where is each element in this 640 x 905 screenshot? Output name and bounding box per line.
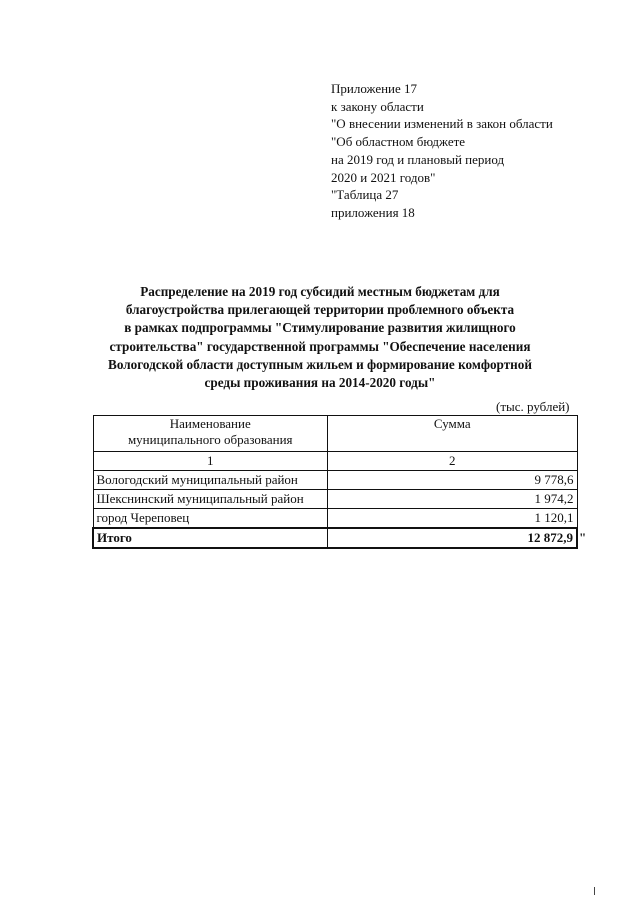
appendix-line: приложения 18 — [331, 204, 415, 220]
appendix-line: на 2019 год и плановый период — [331, 151, 505, 167]
table-header-row — [93, 416, 577, 452]
appendix-line: "О внесении изменений в закон области — [331, 116, 553, 132]
document-title — [40, 283, 600, 392]
scan-edge-mark — [594, 887, 595, 895]
title-line: Вологодской области доступным жильем и формирование комфортной — [108, 356, 532, 372]
subsidy-sum: 9 778,6 — [328, 471, 578, 490]
total-label: Итого — [93, 528, 328, 548]
closing-quote: " — [579, 530, 587, 545]
subsidy-table — [92, 415, 578, 549]
appendix-line: Приложение 17 — [331, 81, 418, 96]
appendix-line: "Об областном бюджете — [331, 134, 466, 150]
total-row — [93, 528, 577, 548]
title-line: среды проживания на 2014-2020 годы" — [204, 375, 436, 391]
appendix-header — [331, 80, 631, 222]
header-name-cell — [93, 416, 328, 452]
municipality-name: Шекснинский муниципальный район — [93, 490, 328, 509]
appendix-line: "Таблица 27 — [331, 187, 399, 203]
title-line: в рамках подпрограммы "Стимулирование развития жилищного — [124, 320, 516, 336]
appendix-line: к закону области — [331, 98, 424, 114]
header-name-line: муниципального образования — [127, 432, 293, 447]
title-line: благоустройства прилегающей территории проблемного объекта — [125, 302, 515, 318]
table-row — [93, 490, 577, 509]
column-numbering-row — [93, 452, 577, 471]
table-row — [93, 509, 577, 529]
subsidy-sum: 1 974,2 — [328, 490, 578, 509]
column-number: 2 — [328, 452, 578, 471]
municipality-name: Вологодский муниципальный район — [93, 471, 328, 490]
municipality-name: город Череповец — [93, 509, 328, 529]
table-row — [93, 471, 577, 490]
total-sum: 12 872,9 — [328, 528, 578, 548]
title-line: Распределение на 2019 год субсидий местным бюджетам для — [140, 284, 500, 299]
header-name-line: Наименование — [169, 416, 251, 431]
units-label: (тыс. рублей) — [496, 399, 570, 414]
subsidy-sum: 1 120,1 — [328, 509, 578, 529]
header-sum-cell: Сумма — [328, 416, 578, 452]
appendix-line: 2020 и 2021 годов" — [331, 169, 436, 185]
title-line: строительства" государственной программы "Обеспечение населения — [109, 338, 531, 354]
column-number: 1 — [93, 452, 328, 471]
